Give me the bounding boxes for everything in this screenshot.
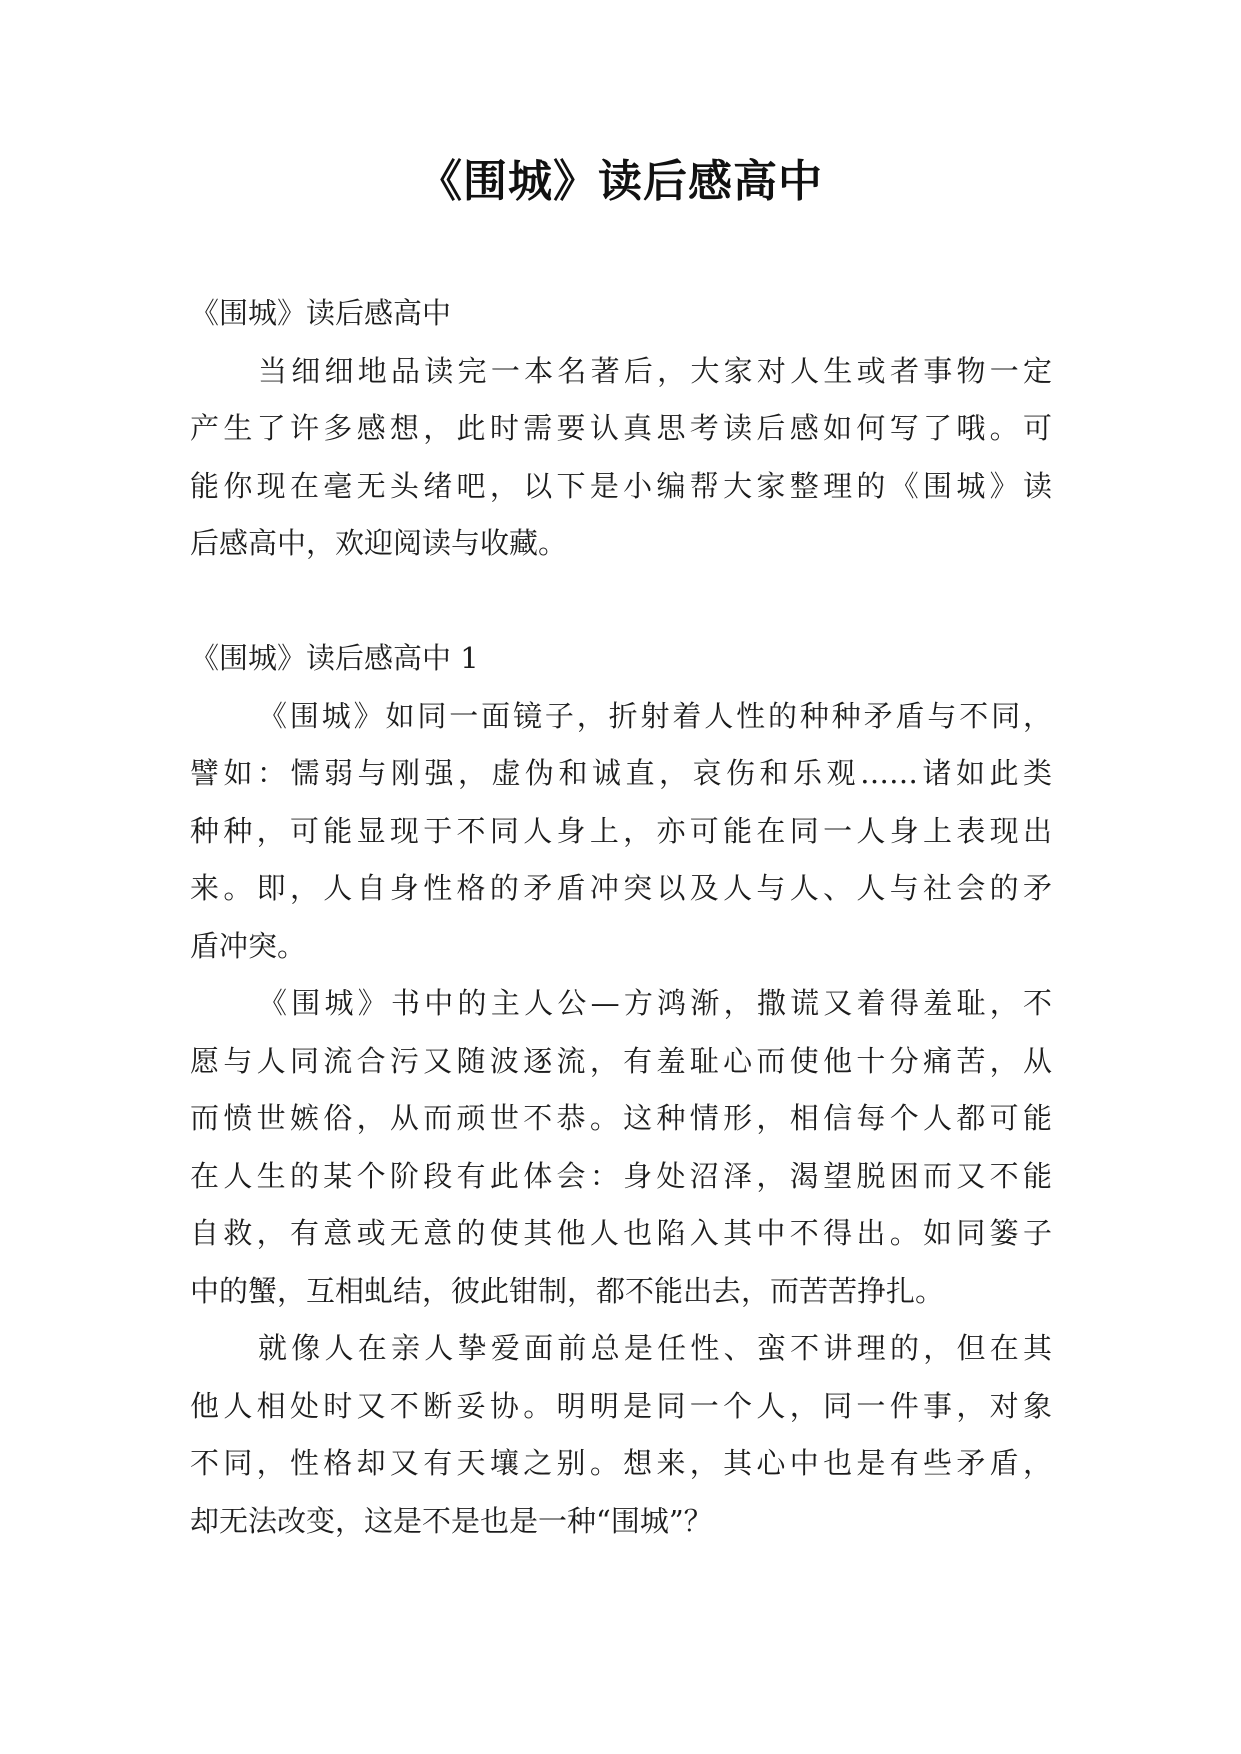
paragraph-1-line: 种种，可能显现于不同人身上，亦可能在同一人身上表现出 [190,813,1052,848]
paragraph-2-line: 而愤世嫉俗，从而顽世不恭。这种情形，相信每个人都可能 [190,1101,1052,1135]
intro-paragraph-line: 当细细地品读完一本名著后，大家对人生或者事物一定 [258,353,1052,388]
paragraph-2-line: 愿与人同流合污又随波逐流，有羞耻心而使他十分痛苦，从 [190,1043,1052,1078]
document-body [190,285,1052,1550]
document-title: 《围城》读后感高中 [418,156,823,207]
paragraph-spacer [190,573,1052,631]
paragraph-3-line: 不同，性格却又有天壤之别。想来，其心中也是有些矛盾， [190,1446,1052,1480]
paragraph-3-line: 他人相处时又不断妥协。明明是同一个人，同一件事，对象 [190,1388,1052,1423]
paragraph-3-line: 却无法改变，这是不是也是一种“围城”？ [190,1503,713,1538]
intro-paragraph-line: 产生了许多感想，此时需要认真思考读后感如何写了哦。可 [190,411,1052,445]
paragraph-3-line: 就像人在亲人挚爱面前总是任性、蛮不讲理的，但在其 [258,1331,1052,1365]
paragraph-2-line: 在人生的某个阶段有此体会：身处沼泽，渴望脱困而又不能 [190,1158,1052,1193]
paragraph-1-line: 《围城》如同一面镜子，折射着人性的种种矛盾与不同， [258,698,1052,733]
paragraph-1-line: 盾冲突。 [190,928,307,963]
section-heading-intro: 《围城》读后感高中 [190,296,452,330]
paragraph-2-line: 自救，有意或无意的使其他人也陷入其中不得出。如同篓子 [190,1216,1052,1250]
paragraph-1-line: 来。即，人自身性格的矛盾冲突以及人与人、人与社会的矛 [190,871,1052,905]
paragraph-2-line: 《围城》书中的主人公—方鸿渐，撒谎又着得羞耻，不 [258,986,1052,1020]
intro-paragraph-line: 后感高中，欢迎阅读与收藏。 [190,526,568,560]
section-heading-1: 《围城》读后感高中 1 [190,641,479,675]
intro-paragraph-line: 能你现在毫无头绪吧，以下是小编帮大家整理的《围城》读 [190,468,1052,503]
paragraph-2-line: 中的蟹，互相虬结，彼此钳制，都不能出去，而苦苦挣扎。 [190,1273,945,1308]
paragraph-1-line: 譬如：懦弱与刚强，虚伪和诚直，哀伤和乐观……诸如此类 [190,756,1052,790]
